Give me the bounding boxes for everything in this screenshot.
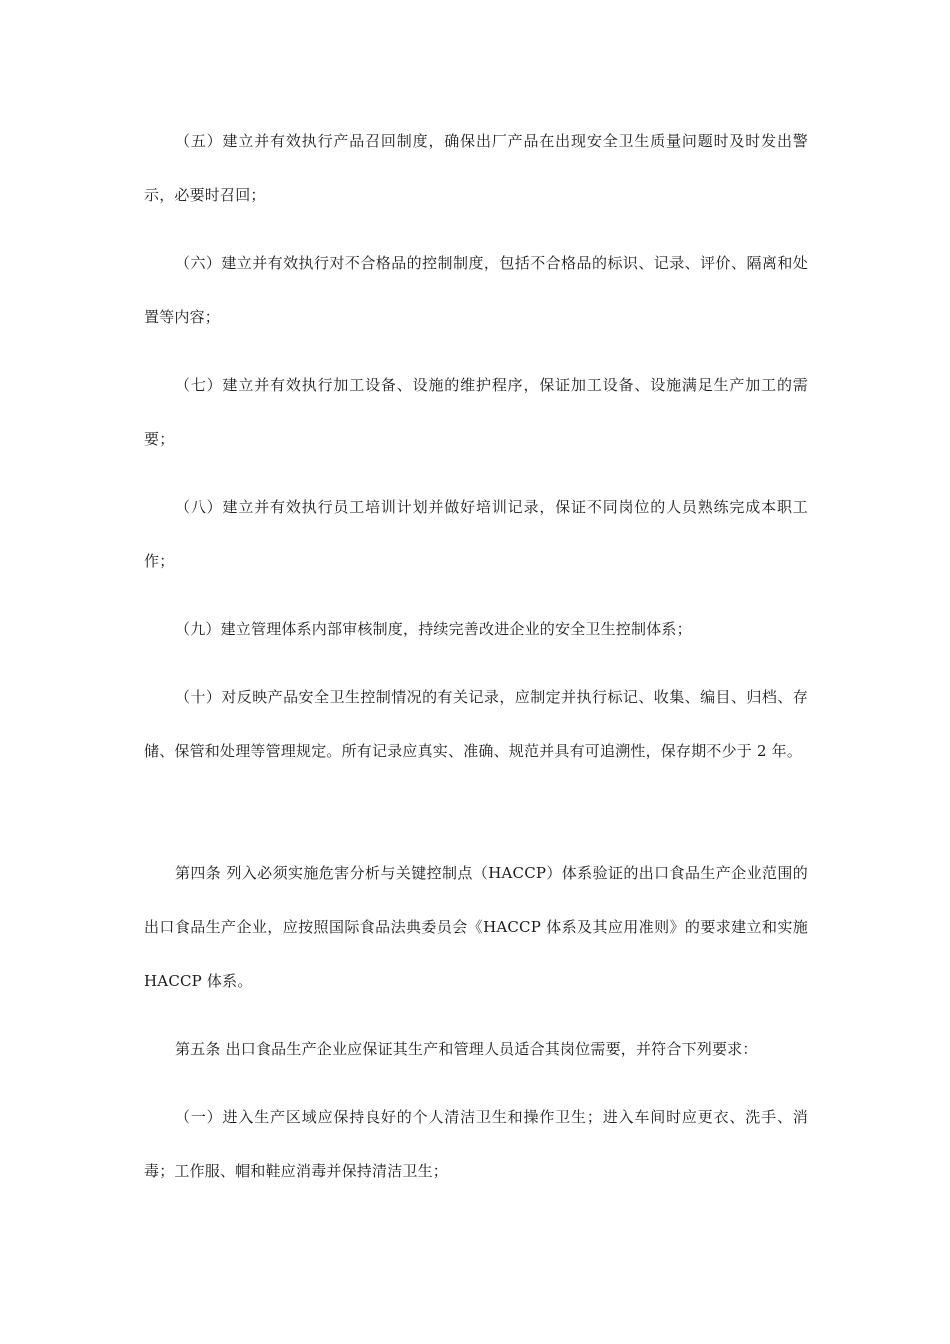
paragraph-article-5: 第五条 出口食品生产企业应保证其生产和管理人员适合其岗位需要，并符合下列要求： bbox=[175, 1040, 758, 1058]
paragraph-item-7: （七）建立并有效执行加工设备、设施的维护程序，保证加工设备、设施满足生产加工的需要； bbox=[144, 376, 808, 448]
paragraph-article-4: 第四条 列入必须实施危害分析与关键控制点（HACCP）体系验证的出口食品生产企业范围的出口食品生产企业，应按照国际食品法典委员会《HACCP 体系及其应用准则》的要求建立和实施 HACCP 体系。 bbox=[144, 864, 808, 990]
paragraph-item-9: （九）建立管理体系内部审核制度，持续完善改进企业的安全卫生控制体系； bbox=[175, 620, 692, 638]
paragraph-item-6: （六）建立并有效执行对不合格品的控制制度，包括不合格品的标识、记录、评价、隔离和处置等内容； bbox=[144, 254, 808, 326]
paragraph-item-10: （十）对反映产品安全卫生控制情况的有关记录，应制定并执行标记、收集、编目、归档、存储、保管和处理等管理规定。所有记录应真实、准确、规范并具有可追溯性，保存期不少于 2 年。 bbox=[144, 688, 808, 760]
paragraph-item-1: （一）进入生产区域应保持良好的个人清洁卫生和操作卫生；进入车间时应更衣、洗手、消毒；工作服、帽和鞋应消毒并保持清洁卫生； bbox=[144, 1108, 808, 1180]
paragraph-item-8: （八）建立并有效执行员工培训计划并做好培训记录，保证不同岗位的人员熟练完成本职工作； bbox=[144, 498, 808, 570]
paragraph-item-5: （五）建立并有效执行产品召回制度，确保出厂产品在出现安全卫生质量问题时及时发出警示，必要时召回； bbox=[144, 132, 808, 204]
